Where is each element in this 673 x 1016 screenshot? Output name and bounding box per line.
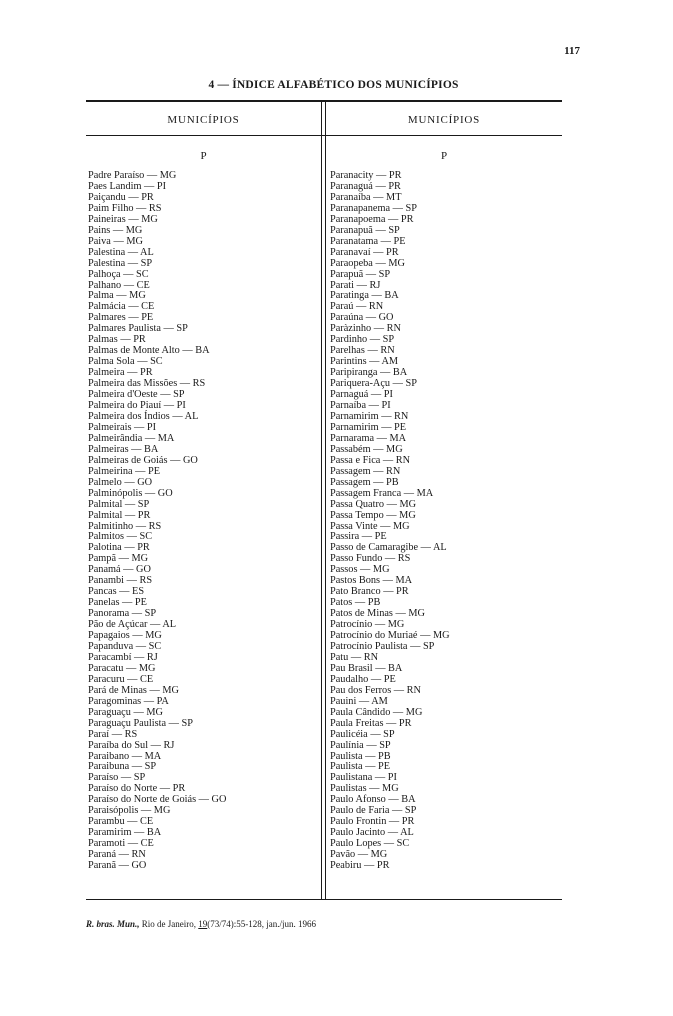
municipality-entry: Palmital — SP [88,498,150,510]
municipality-entry: Parintins — AM [330,356,399,368]
municipality-entry: Palmares — PE [88,312,154,324]
municipality-entry: Palmácia — CE [88,301,155,313]
municipality-entry: Pau dos Ferros — RN [330,684,421,696]
municipality-entry: Pariquera-Açu — SP [330,378,417,390]
municipality-entry: Palma — MG [88,290,146,302]
municipality-entry: Palestina — AL [88,246,154,258]
municipality-entry: Palmital — PR [88,509,151,521]
right-municipality-list [330,171,562,872]
municipality-entry: Passa Quatro — MG [330,498,417,510]
footer-issue: (73/74):55-128, jan./jun. 1966 [207,919,317,929]
left-municipality-list [88,171,320,872]
municipality-entry: Paràzinho — RN [330,323,401,335]
municipality-entry: Paulo Lopes — SC [330,838,410,850]
municipality-entry: Paranavaí — PR [330,246,399,258]
municipality-entry: Pardinho — SP [330,334,395,346]
municipality-entry: Paraibano — MA [88,750,162,762]
municipality-entry: Paraopeba — MG [330,257,405,269]
municipality-entry: Palmeira dos Índios — AL [88,410,199,422]
citation-footer [86,919,566,929]
municipality-entry: Pancas — ES [88,586,145,598]
section-title: 4 — ÍNDICE ALFABÉTICO DOS MUNICÍPIOS [208,79,459,91]
municipality-entry: Paracambí — RJ [88,651,158,663]
column-divider [325,101,326,899]
right-section-letter: P [440,150,448,162]
municipality-entry: Papagaios — MG [88,630,162,642]
municipality-entry: Paulistas — MG [330,783,399,795]
municipality-entry: Paulista — PE [330,761,391,773]
municipality-entry: Passos — MG [330,564,390,576]
municipality-entry: Passabém — MG [330,443,403,455]
municipality-entry: Pão de Açúcar — AL [88,619,177,631]
municipality-entry: Pará de Minas — MG [88,684,179,696]
municipality-entry: Passira — PE [330,531,387,543]
municipality-entry: Palmas de Monte Alto — BA [88,345,210,357]
municipality-entry: Passa Vinte — MG [330,520,410,532]
municipality-entry: Patrocínio — MG [330,619,405,631]
municipality-entry: Paula Freitas — PR [330,717,412,729]
column-divider [321,101,322,899]
municipality-entry: Paiva — MG [88,235,143,247]
municipality-entry: Parnamirim — PE [330,421,407,433]
journal-name: R. bras. Mun., [86,919,140,929]
municipality-entry: Parnamirim — RN [330,410,409,422]
top-rule [86,100,562,102]
municipality-entry: Paranacity — PR [330,170,402,181]
municipality-entry: Parelhas — RN [330,345,395,357]
municipality-entry: Palmeira do Piauí — PI [88,400,186,412]
municipality-entry: Palestina — SP [88,257,153,269]
municipality-entry: Patu — RN [330,651,379,663]
municipality-entry: Palotina — PR [88,542,150,554]
municipality-entry: Peabiru — PR [330,860,390,872]
municipality-entry: Palmares Paulista — SP [88,323,188,335]
municipality-entry: Paes Landim — PI [88,180,167,192]
municipality-entry: Palmeira — PR [88,367,153,379]
municipality-entry: Pains — MG [88,224,143,236]
municipality-entry: Pampã — MG [88,553,149,565]
municipality-entry: Parambu — CE [88,816,154,828]
footer-place: Rio de Janeiro, [139,919,199,929]
municipality-entry: Passagem — RN [330,465,401,477]
municipality-entry: Palmeira das Missões — RS [88,378,206,390]
municipality-entry: Paraguaçu — MG [88,706,163,718]
municipality-entry: Paraíso do Norte de Goiás — GO [88,794,227,806]
municipality-entry: Papanduva — SC [88,640,162,652]
municipality-entry: Palmeirais — PI [88,421,157,433]
page-number: 117 [564,45,580,57]
municipality-entry: Paraibuna — SP [88,761,157,773]
municipality-entry: Paracatu — MG [88,662,156,674]
municipality-entry: Paraná — RN [88,849,146,861]
municipality-entry: Palhoça — SC [88,268,149,280]
municipality-entry: Parnaíba — PI [330,400,391,412]
municipality-entry: Paranapoema — PR [330,213,414,225]
municipality-entry: Paim Filho — RS [88,202,162,214]
municipality-entry: Paulínia — SP [330,739,391,751]
footer-volume: 19 [198,919,208,929]
municipality-entry: Paulo de Faria — SP [330,805,417,817]
municipality-entry: Panelas — PE [88,597,147,609]
right-column-header: MUNICÍPIOS [407,114,481,126]
municipality-entry: Passo Fundo — RS [330,553,411,565]
municipality-entry: Paulicéia — SP [330,728,395,740]
header-rule [86,135,562,136]
municipality-entry: Paineiras — MG [88,213,158,225]
municipality-entry: Patrocínio Paulista — SP [330,640,435,652]
municipality-entry: Paulo Afonso — BA [330,794,416,806]
municipality-entry: Palmitinho — RS [88,520,162,532]
municipality-entry: Passagem — PB [330,476,399,488]
municipality-entry: Paracuru — CE [88,673,154,685]
municipality-entry: Pauini — AM [330,695,388,707]
municipality-entry: Pato Branco — PR [330,586,409,598]
municipality-entry: Patrocínio do Muriaé — MG [330,630,450,642]
municipality-entry: Palmitos — SC [88,531,153,543]
municipality-entry: Paramirim — BA [88,827,162,839]
municipality-entry: Paraíso do Norte — PR [88,783,186,795]
bottom-rule [86,899,562,900]
municipality-entry: Palmeirina — PE [88,465,161,477]
municipality-entry: Palmeira d'Oeste — SP [88,389,185,401]
municipality-entry: Palhano — CE [88,279,150,291]
municipality-entry: Pastos Bons — MA [330,575,413,587]
municipality-entry: Palmeirândia — MA [88,432,175,444]
municipality-entry: Paraú — RN [330,301,384,313]
municipality-entry: Palmas — PR [88,334,146,346]
municipality-entry: Pavão — MG [330,849,388,861]
municipality-entry: Paraisópolis — MG [88,805,171,817]
municipality-entry: Palma Sola — SC [88,356,163,368]
municipality-entry: Panambi — RS [88,575,153,587]
municipality-entry: Paraguaçu Paulista — SP [88,717,193,729]
municipality-entry: Palmeiras — BA [88,443,159,455]
municipality-entry: Passo de Camaragibe — AL [330,542,447,554]
municipality-entry: Palmeiras de Goiás — GO [88,454,198,466]
municipality-entry: Passa Tempo — MG [330,509,416,521]
municipality-entry: Paranatama — PE [330,235,406,247]
municipality-entry: Paranaíba — MT [330,191,402,203]
municipality-entry: Paiçandu — PR [88,191,154,203]
municipality-entry: Paulo Frontin — PR [330,816,415,828]
municipality-entry: Paraíso — SP [88,772,146,784]
municipality-entry: Paripiranga — BA [330,367,408,379]
municipality-entry: Parnaguá — PI [330,389,393,401]
left-section-letter: P [200,150,207,162]
municipality-entry: Paraí — RS [88,728,138,740]
municipality-entry: Pau Brasil — BA [330,662,403,674]
left-column-header: MUNICÍPIOS [167,114,240,126]
municipality-entry: Passa e Fica — RN [330,454,411,466]
municipality-entry: Paula Cândido — MG [330,706,423,718]
municipality-entry: Paulistana — PI [330,772,397,784]
municipality-entry: Parapuã — SP [330,268,391,280]
municipality-entry: Paranapanema — SP [330,202,417,214]
municipality-entry: Paudalho — PE [330,673,396,685]
municipality-entry: Paranã — GO [88,860,147,872]
municipality-entry: Parnarama — MA [330,432,407,444]
municipality-entry: Paulista — PB [330,750,391,762]
municipality-entry: Paulo Jacinto — AL [330,827,414,839]
municipality-entry: Patos de Minas — MG [330,608,425,620]
municipality-entry: Palmelo — GO [88,476,153,488]
municipality-entry: Parati — RJ [330,279,381,291]
municipality-entry: Patos — PB [330,597,381,609]
municipality-entry: Paratinga — BA [330,290,399,302]
municipality-entry: Paramoti — CE [88,838,154,850]
municipality-entry: Passagem Franca — MA [330,487,434,499]
municipality-entry: Panorama — SP [88,608,157,620]
municipality-entry: Padre Paraíso — MG [88,170,177,181]
municipality-entry: Paragominas — PA [88,695,169,707]
municipality-entry: Palminópolis — GO [88,487,173,499]
municipality-entry: Paranaguá — PR [330,180,401,192]
municipality-entry: Panamá — GO [88,564,151,576]
municipality-entry: Paraúna — GO [330,312,394,324]
municipality-entry: Paraíba do Sul — RJ [88,739,175,751]
municipality-entry: Paranapuã — SP [330,224,400,236]
